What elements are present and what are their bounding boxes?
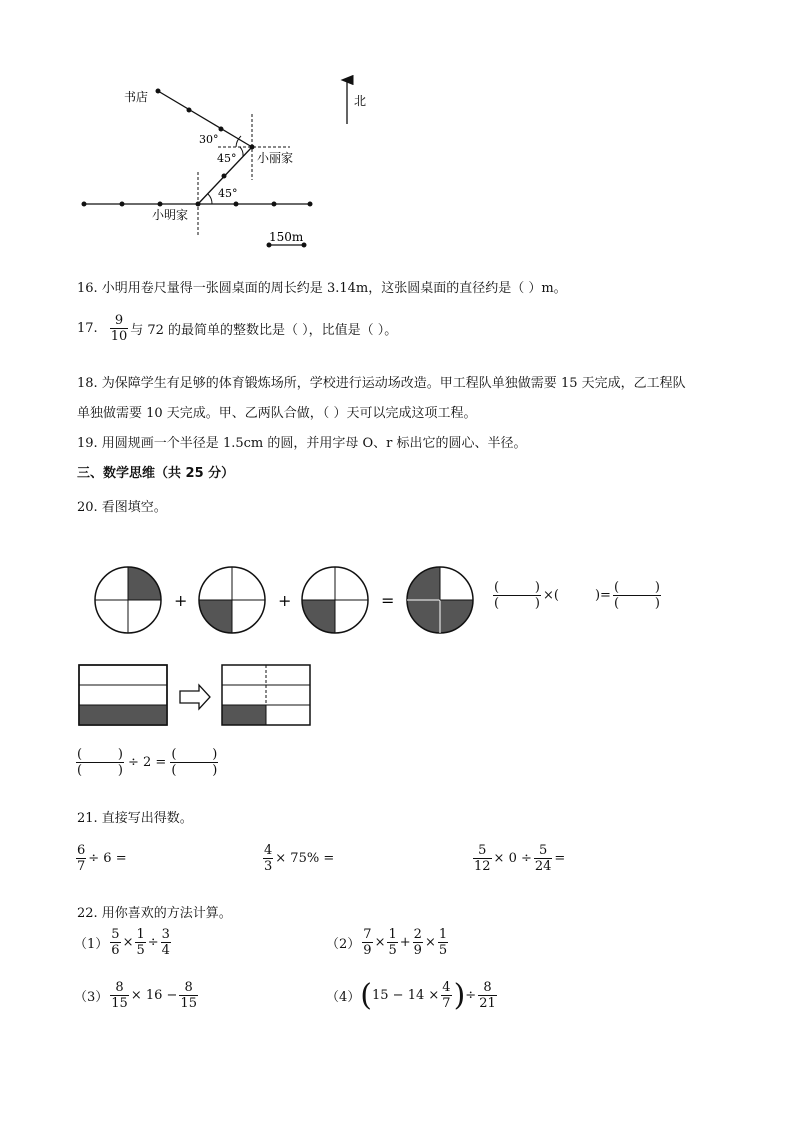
q17-number: 17.	[77, 321, 98, 336]
label-angle-45-lower: 45°	[218, 187, 238, 200]
blank-fraction-4: ( ) ( )	[171, 747, 218, 778]
rect-left	[79, 665, 167, 725]
blank-fraction-1: ( ) ( )	[494, 580, 540, 611]
label-xiaoli-home: 小丽家	[257, 151, 294, 165]
question-21: 21. 直接写出得数。	[77, 811, 193, 826]
right-arrow-icon	[180, 685, 210, 709]
q22-part-3: （3） $\frac{8}{15}$ × 16 − $\frac{8}{15}$	[74, 980, 197, 1011]
plus-1: +	[174, 591, 188, 610]
q20-rectangles-diagram	[0, 660, 794, 730]
circle-1	[95, 567, 161, 633]
q21-item-c: $\frac{5}{12}$ × 0 ÷ $\frac{5}{24}$ =	[474, 843, 566, 874]
label-angle-30: 30°	[199, 133, 219, 146]
rect-right	[222, 665, 310, 725]
q17-fraction: $\frac{9}{10}$	[110, 313, 128, 344]
q22-part-2: （2） $\frac{7}{9}$ × $\frac{1}{5}$ + $\frac{2}{9}$ × $\frac{1}{5}$	[326, 927, 448, 958]
q21-item-a: $\frac{6}{7}$ ÷ 6 =	[77, 843, 127, 874]
equals-sign: =	[381, 591, 395, 610]
q20-circles-diagram	[0, 555, 794, 645]
question-22: 22. 用你喜欢的方法计算。	[77, 906, 232, 921]
divide-text: ÷ 2 =	[128, 755, 167, 770]
times-open: ×(	[543, 588, 559, 603]
q17-text: 与 72 的最简单的整数比是（ ），比值是（ ）。	[130, 323, 398, 338]
q22-part-4: （4） ( 15 − 14 × $\frac{4}{7}$ ) ÷ $\frac{8}{21}$	[326, 977, 496, 1013]
question-19: 19. 用圆规画一个半径是 1.5cm 的圆，并用字母 O、r 标出它的圆心、半径。	[77, 436, 527, 451]
label-scale: 150m	[269, 230, 304, 244]
close-paren: )	[453, 977, 466, 1013]
circle-2	[199, 567, 265, 633]
question-16: 16. 小明用卷尺量得一张圆桌面的周长约是 3.14m，这张圆桌面的直径约是（ ）m。	[77, 281, 567, 296]
close-equals: )=	[594, 588, 611, 603]
question-18-line1: 18. 为保障学生有足够的体育锻炼场所，学校进行运动场改造。甲工程队单独做需要 15 天完成，乙工程队	[77, 376, 686, 391]
question-18-line2: 单独做需要 10 天完成。甲、乙两队合做，（ ）天可以完成这项工程。	[77, 406, 477, 421]
direction-map	[0, 0, 794, 260]
open-paren: (	[360, 977, 372, 1013]
blank-fraction-2: ( ) ( )	[613, 580, 660, 611]
plus-2: +	[278, 591, 292, 610]
label-bookstore: 书店	[124, 90, 149, 104]
circle-3	[302, 567, 368, 633]
question-20: 20. 看图填空。	[77, 500, 167, 515]
section-3-title: 三、数学思维（共 25 分）	[77, 466, 235, 481]
q20-expression-2	[74, 747, 220, 778]
q22-part-1: （1） $\frac{5}{6}$ × $\frac{1}{5}$ ÷ $\frac{3}{4}$	[74, 927, 170, 958]
blank-fraction-3: ( ) ( )	[77, 747, 123, 778]
label-north: 北	[354, 94, 367, 108]
label-xiaoming-home: 小明家	[152, 208, 189, 222]
question-17	[77, 313, 397, 344]
label-angle-45-upper: 45°	[217, 152, 237, 165]
circle-4	[407, 567, 473, 633]
q20-expression-1	[491, 580, 663, 611]
q21-item-b: $\frac{4}{3}$ × 75% =	[264, 843, 335, 874]
